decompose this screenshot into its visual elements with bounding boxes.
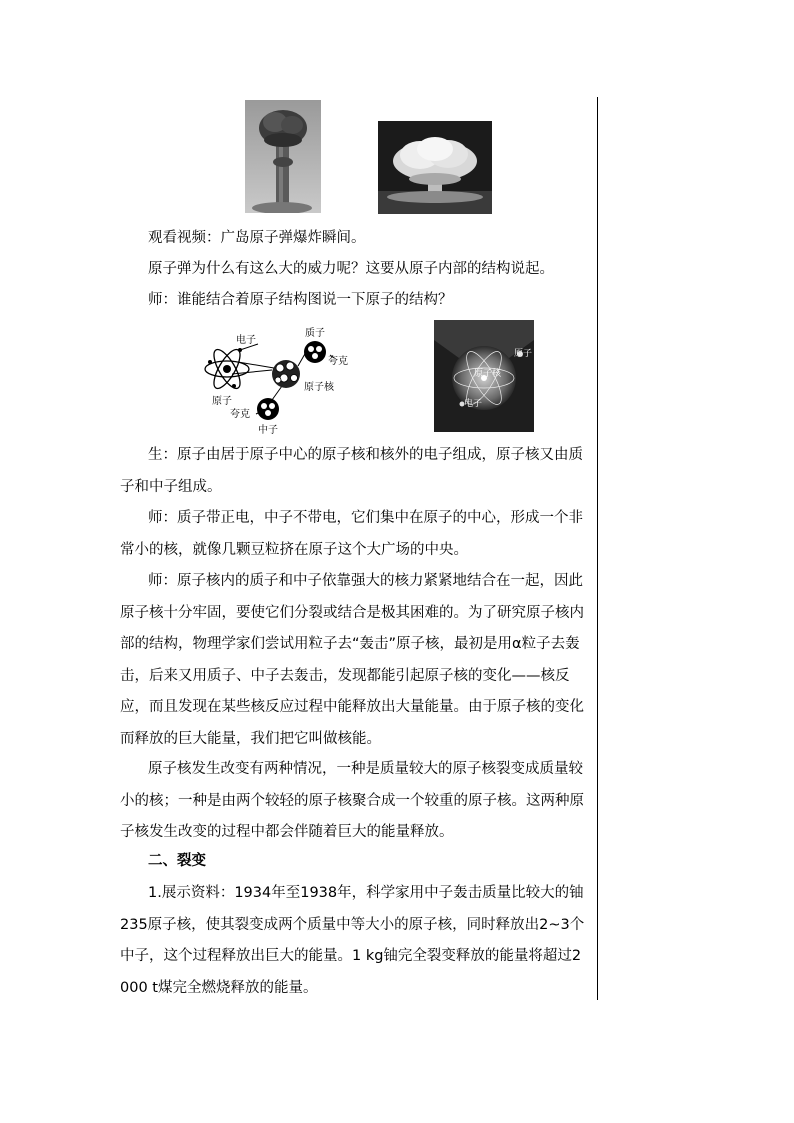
margin-rule — [597, 97, 598, 1000]
explosion-photo-2 — [378, 121, 492, 214]
label-neutron: 中子 — [258, 425, 278, 436]
paragraph-teacher-nucleus: 师：质子带正电，中子不带电，它们集中在原子的中心，形成一个非常小的核，就像几颗豆粒挤在原子这个大广场的中央。 — [120, 510, 583, 558]
paragraph-nuclear-energy: 师：原子核内的质子和中子依靠强大的核力紧紧地结合在一起，因此原子核十分牢固，要使它们分裂或结合是极其困难的。为了研究原子核内部的结构，物理学家们尝试用粒子去“轰击”原子核，最初是用α粒子去轰击，后来又用质子、中子去轰击，发现都能引起原子核的变化——核反应，而且发现在某些核反应过程中能释放出大量能量。由于原子核的变化而释放的巨大能量，我们把它叫做核能。 — [120, 573, 584, 747]
explosion-photo-1 — [245, 100, 321, 213]
atom-photo — [434, 320, 534, 432]
paragraph-student-answer: 生：原子由居于原子中心的原子核和核外的电子组成，原子核又由质子和中子组成。 — [120, 447, 583, 495]
nucleus-cluster — [272, 360, 300, 388]
neutron-symbol — [257, 398, 279, 420]
paragraph-fission-fusion: 原子核发生改变有两种情况，一种是质量较大的原子核裂变成质量较小的核；一种是由两个较轻的原子核聚合成一个较重的原子核。这两种原子核发生改变的过程中都会伴随着巨大的能量释放。 — [120, 761, 584, 840]
atom-photo-label-atom: 原子 — [514, 349, 533, 359]
proton-symbol — [304, 341, 326, 363]
paragraph-fission-data: 1.展示资料：1934年至1938年，科学家用中子轰击质量比较大的铀235原子核，使其裂变成两个质量中等大小的原子核，同时释放出2~3个中子，这个过程释放出巨大的能量。1 kg铀完全裂变释放的能量将超过2 000 t煤完全燃烧释放的能量。 — [120, 885, 585, 996]
atom-photo-label-electron: 电子 — [464, 399, 483, 409]
label-quark-bottom: 夸克 — [230, 409, 250, 420]
label-electron: 电子 — [236, 335, 256, 346]
paragraph-video: 观看视频：广岛原子弹爆炸瞬间。 — [148, 230, 366, 246]
label-proton: 质子 — [305, 328, 325, 339]
label-quark-top: 夸克 — [328, 356, 348, 367]
section-heading-fission: 二、裂变 — [148, 853, 206, 869]
atom-photo-label-nucleus: 原子核 — [474, 369, 502, 379]
atom-structure-diagram — [200, 322, 360, 437]
label-atom: 原子 — [212, 396, 232, 407]
label-nucleus: 原子核 — [304, 382, 334, 393]
paragraph-teacher-ask: 师：谁能结合着原子结构图说一下原子的结构？ — [148, 292, 453, 308]
paragraph-question: 原子弹为什么有这么大的威力呢？这要从原子内部的结构说起。 — [148, 261, 554, 277]
